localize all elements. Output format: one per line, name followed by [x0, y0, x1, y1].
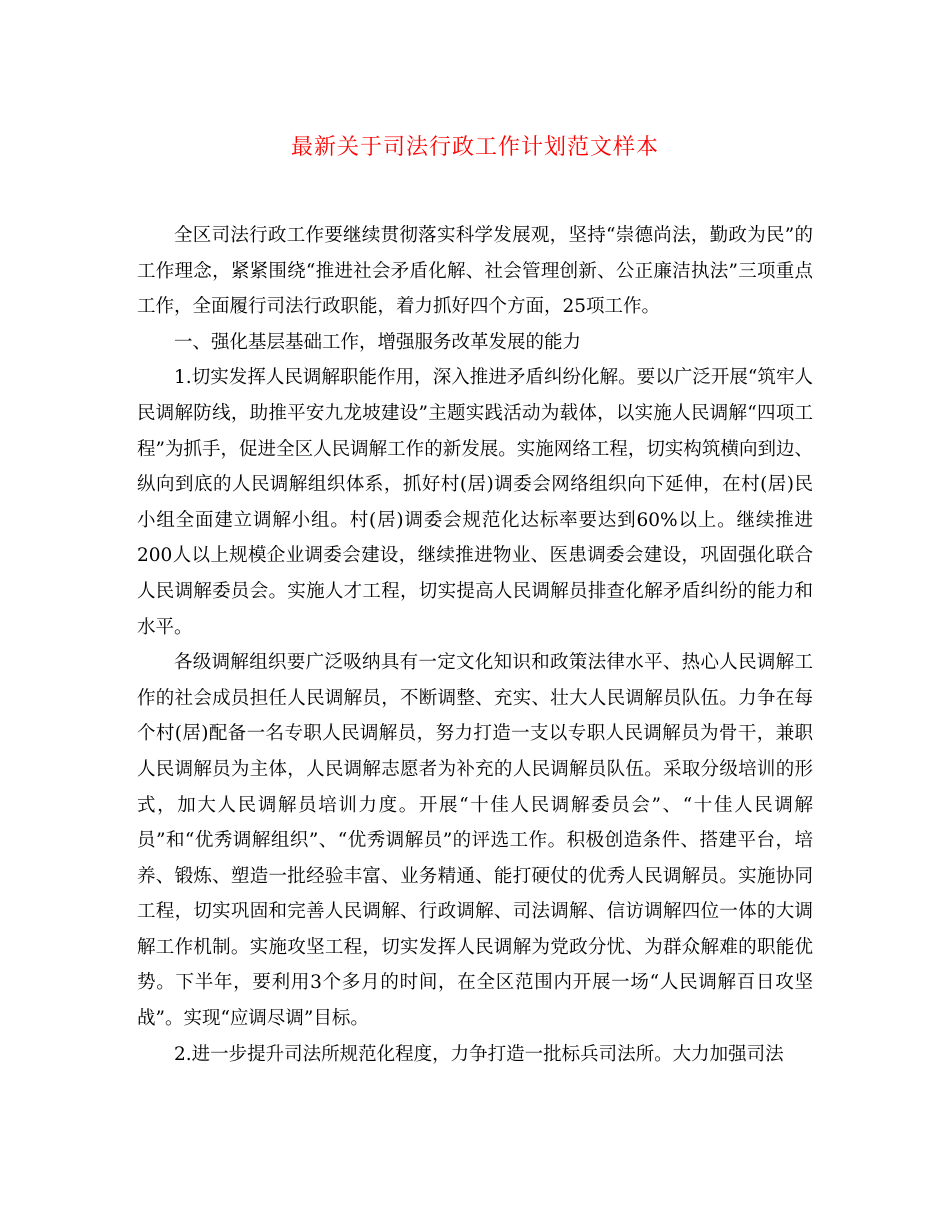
- paragraph-mediators: 各级调解组织要广泛吸纳具有一定文化知识和政策法律水平、热心人民调解工作的社会成员担任人民调解员，不断调整、充实、壮大人民调解员队伍。力争在每个村(居)配备一名专职人民调解员，努力打造一支以专职人民调解员为骨干，兼职人民调解员为主体，人民调解志愿者为补充的人民调解员队伍。采取分级培训的形式，加大人民调解员培训力度。开展“十佳人民调解委员会”、“十佳人民调解员”和“优秀调解组织”、“优秀调解员”的评选工作。积极创造条件、搭建平台，培养、锻炼、塑造一批经验丰富、业务精通、能打硬仗的优秀人民调解员。实施协同工程，切实巩固和完善人民调解、行政调解、司法调解、信访调解四位一体的大调解工作机制。实施攻坚工程，切实发挥人民调解为党政分忧、为群众解难的职能优势。下半年，要利用3个多月的时间，在全区范围内开展一场“人民调解百日攻坚战”。实现“应调尽调”目标。: [137, 652, 813, 1030]
- section-heading-1: 一、强化基层基础工作，增强服务改革发展的能力: [174, 331, 582, 353]
- paragraph-intro: 全区司法行政工作要继续贯彻落实科学发展观，坚持“崇德尚法，勤政为民”的工作理念，紧紧围绕“推进社会矛盾化解、社会管理创新、公正廉洁执法”三项重点工作，全面履行司法行政职能，着力抓好四个方面，25项工作。: [137, 225, 813, 318]
- paragraph-item-1: 1.切实发挥人民调解职能作用，深入推进矛盾纠纷化解。要以广泛开展“筑牢人民调解防线，助推平安九龙坡建设”主题实践活动为载体，以实施人民调解“四项工程”为抓手，促进全区人民调解工作的新发展。实施网络工程，切实构筑横向到边、纵向到底的人民调解组织体系，抓好村(居)调委会网络组织向下延伸，在村(居)民小组全面建立调解小组。村(居)调委会规范化达标率要达到60%以上。继续推进200人以上规模企业调委会建设，继续推进物业、医患调委会建设，巩固强化联合人民调解委员会。实施人才工程，切实提高人民调解员排查化解矛盾纠纷的能力和水平。: [137, 367, 813, 638]
- paragraph-item-2: 2.进一步提升司法所规范化程度，力争打造一批标兵司法所。大力加强司法: [174, 1043, 784, 1065]
- document-body: [137, 218, 813, 1072]
- document-title: 最新关于司法行政工作计划范文样本: [290, 135, 659, 160]
